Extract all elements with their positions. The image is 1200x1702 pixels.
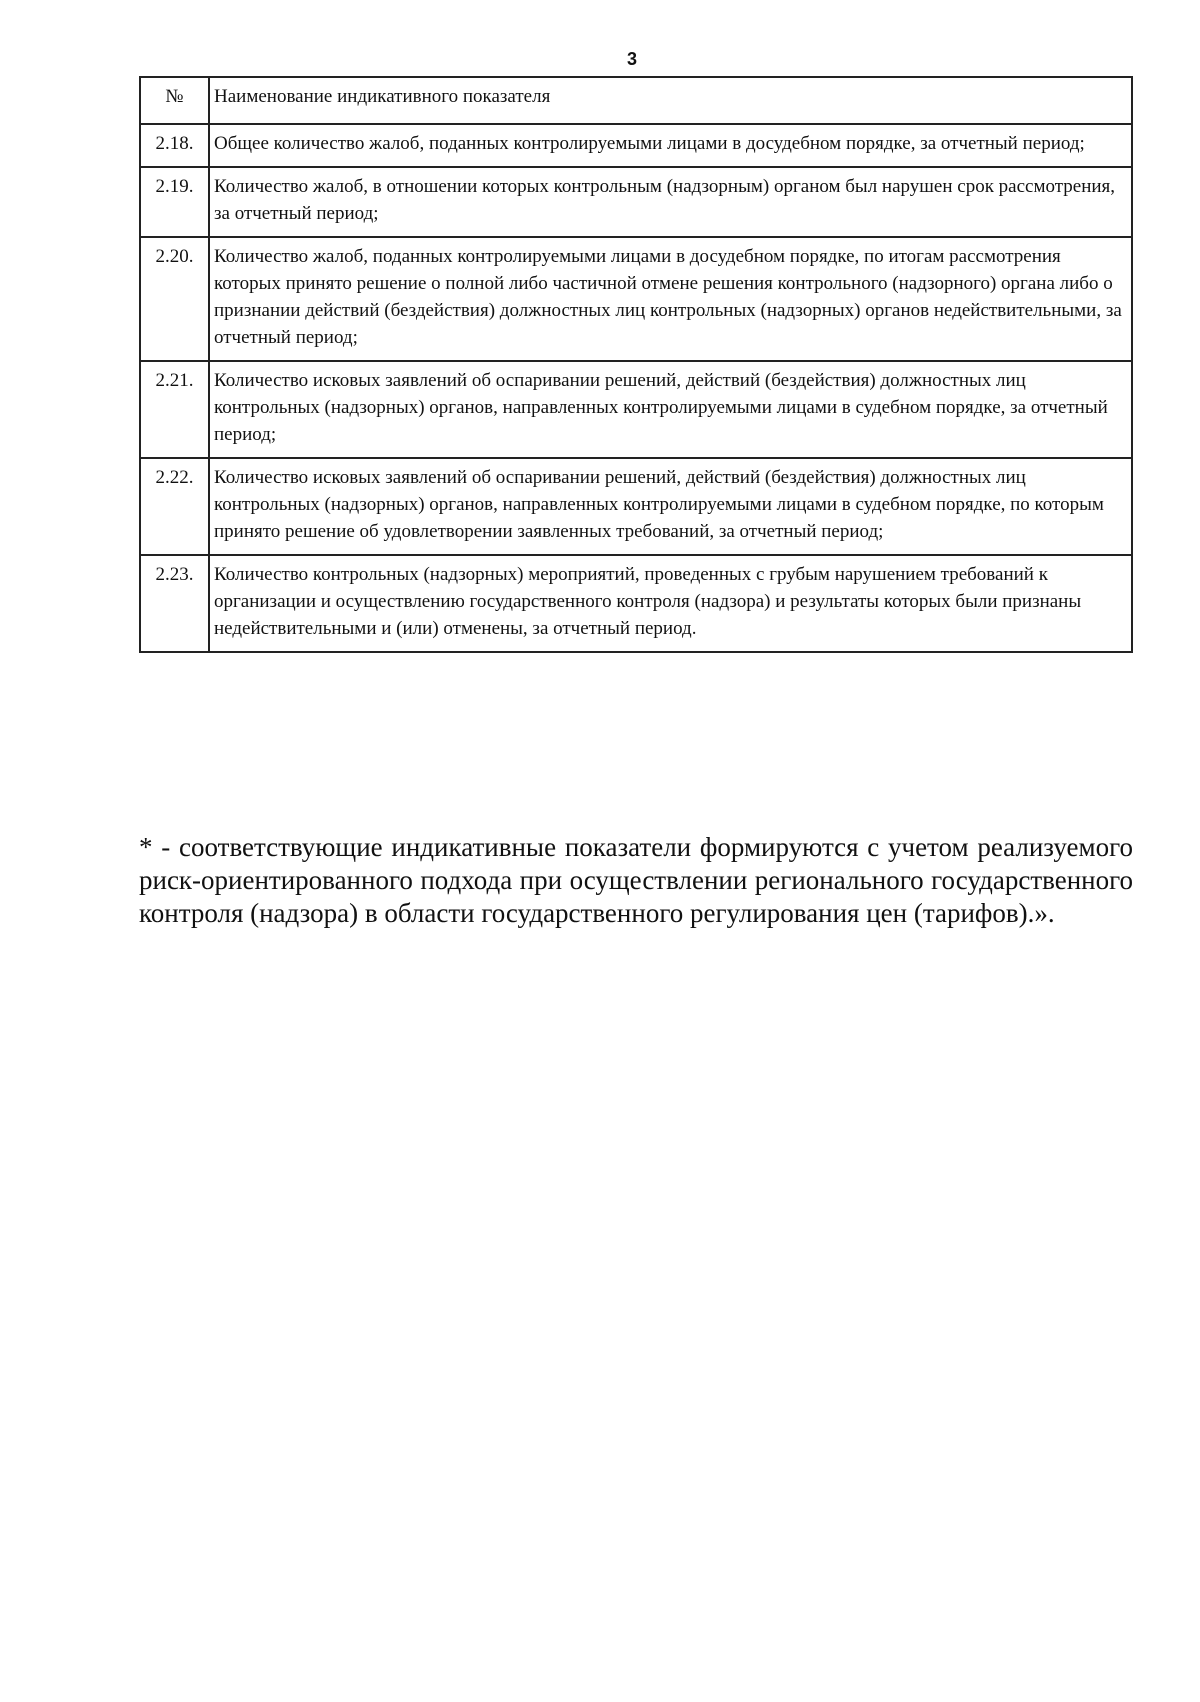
footnote-paragraph: * - соответствующие индикативные показатели формируются с учетом реализуемого риск-ориентированного подхода при осуществлении регионального государственного контроля (надзора) в области государственного регулирования цен (тарифов).». <box>139 832 1133 928</box>
row-number: 2.18. <box>140 124 209 167</box>
row-number: 2.23. <box>140 555 209 652</box>
column-header-name: Наименование индикативного показателя <box>209 77 1132 124</box>
page-number: 3 <box>626 49 637 69</box>
row-number: 2.21. <box>140 361 209 458</box>
column-header-number: № <box>140 77 209 124</box>
table-row <box>140 124 1132 167</box>
table-row <box>140 237 1132 361</box>
row-indicator-name: Количество жалоб, поданных контролируемыми лицами в досудебном порядке, по итогам рассмотрения которых принято решение о полной либо частичной отмене решения контрольного (надзорного) органа либо о признании действий (бездействия) должностных лиц контрольных (надзорных) органов недействительными, за отчетный период; <box>209 237 1132 361</box>
row-indicator-name: Количество контрольных (надзорных) мероприятий, проведенных с грубым нарушением требований к организации и осуществлению государственного контроля (надзора) и результаты которых были признаны недействительными и (или) отменены, за отчетный период. <box>209 555 1132 652</box>
row-number: 2.22. <box>140 458 209 555</box>
row-number: 2.19. <box>140 167 209 237</box>
row-indicator-name: Количество исковых заявлений об оспаривании решений, действий (бездействия) должностных лиц контрольных (надзорных) органов, направленных контролируемыми лицами в судебном порядке, за отчетный период; <box>209 361 1132 458</box>
row-indicator-name: Количество жалоб, в отношении которых контрольным (надзорным) органом был нарушен срок рассмотрения, за отчетный период; <box>209 167 1132 237</box>
table-row <box>140 555 1132 652</box>
table-header-row <box>140 77 1132 124</box>
row-indicator-name: Количество исковых заявлений об оспаривании решений, действий (бездействия) должностных лиц контрольных (надзорных) органов, направленных контролируемыми лицами в судебном порядке, по которым принято решение об удовлетворении заявленных требований, за отчетный период; <box>209 458 1132 555</box>
row-indicator-name: Общее количество жалоб, поданных контролируемыми лицами в досудебном порядке, за отчетный период; <box>209 124 1132 167</box>
table-row <box>140 458 1132 555</box>
table-row <box>140 361 1132 458</box>
indicators-table <box>139 76 1133 653</box>
row-number: 2.20. <box>140 237 209 361</box>
table-row <box>140 167 1132 237</box>
